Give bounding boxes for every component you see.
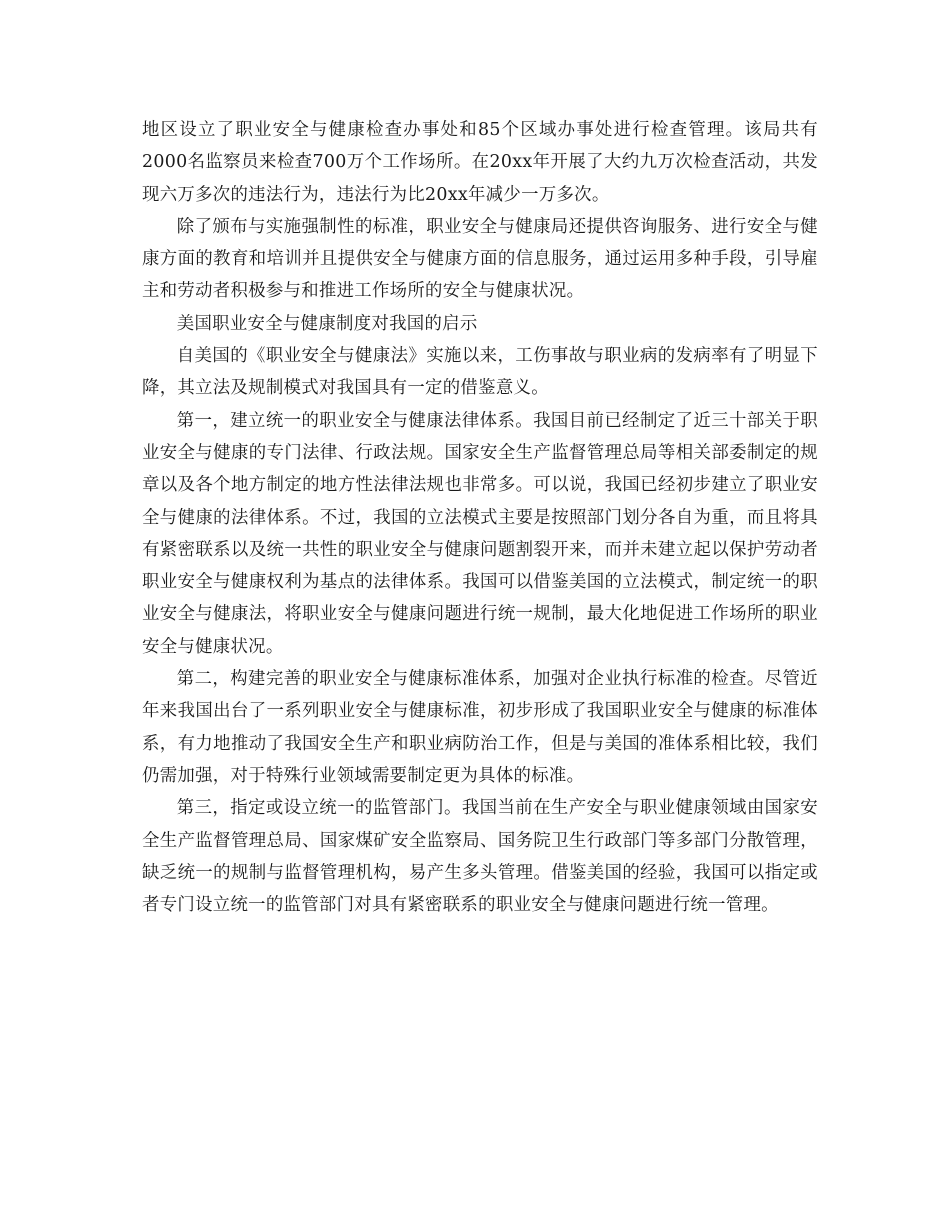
- paragraph-second-standards: 第二，构建完善的职业安全与健康标准体系，加强对企业执行标准的检查。尽管近年来我国出台了一系列职业安全与健康标准，初步形成了我国职业安全与健康的标准体系，有力地推动了我国安全生产和职业病防治工作，但是与美国的准体系相比较，我们仍需加强，对于特殊行业领域需要制定更为具体的标准。: [142, 669, 818, 786]
- paragraph-third-regulator: 第三，指定或设立统一的监管部门。我国当前在生产安全与职业健康领域由国家安全生产监督管理总局、国家煤矿安全监察局、国务院卫生行政部门等多部门分散管理，缺乏统一的规制与监督管理机构，易产生多头管理。借鉴美国的经验，我国可以指定或者专门设立统一的监管部门对具有紧密联系的职业安全与健康问题进行统一管理。: [142, 798, 818, 916]
- paragraph-law-effect: 自美国的《职业安全与健康法》实施以来，工伤事故与职业病的发病率有了明显下降，其立法及规制模式对我国具有一定的借鉴意义。: [142, 346, 818, 399]
- section-heading-implications: 美国职业安全与健康制度对我国的启示: [176, 313, 478, 334]
- paragraph-first-legal-system: 第一，建立统一的职业安全与健康法律体系。我国目前已经制定了近三十部关于职业安全与健康的专门法律、行政法规。国家安全生产监督管理总局等相关部委制定的规章以及各个地方制定的地方性法律法规也非常多。可以说，我国已经初步建立了职业安全与健康的法律体系。不过，我国的立法模式主要是按照部门划分各自为重，而且将具有紧密联系以及统一共性的职业安全与健康问题割裂开来，而并未建立起以保护劳动者职业安全与健康权利为基点的法律体系。我国可以借鉴美国的立法模式，制定统一的职业安全与健康法，将职业安全与健康问题进行统一规制，最大化地促进工作场所的职业安全与健康状况。: [142, 410, 818, 657]
- document-page: [142, 114, 818, 921]
- paragraph-consulting-services: 除了颁布与实施强制性的标准，职业安全与健康局还提供咨询服务、进行安全与健康方面的教育和培训并且提供安全与健康方面的信息服务，通过运用多种手段，引导雇主和劳动者积极参与和推进工作场所的安全与健康状况。: [142, 216, 818, 302]
- paragraph-inspection-offices: 地区设立了职业安全与健康检查办事处和85个区域办事处进行检查管理。该局共有2000名监察员来检查700万个工作场所。在20xx年开展了大约九万次检查活动，共发现六万多次的违法行为，违法行为比20xx年减少一万多次。: [142, 120, 818, 205]
